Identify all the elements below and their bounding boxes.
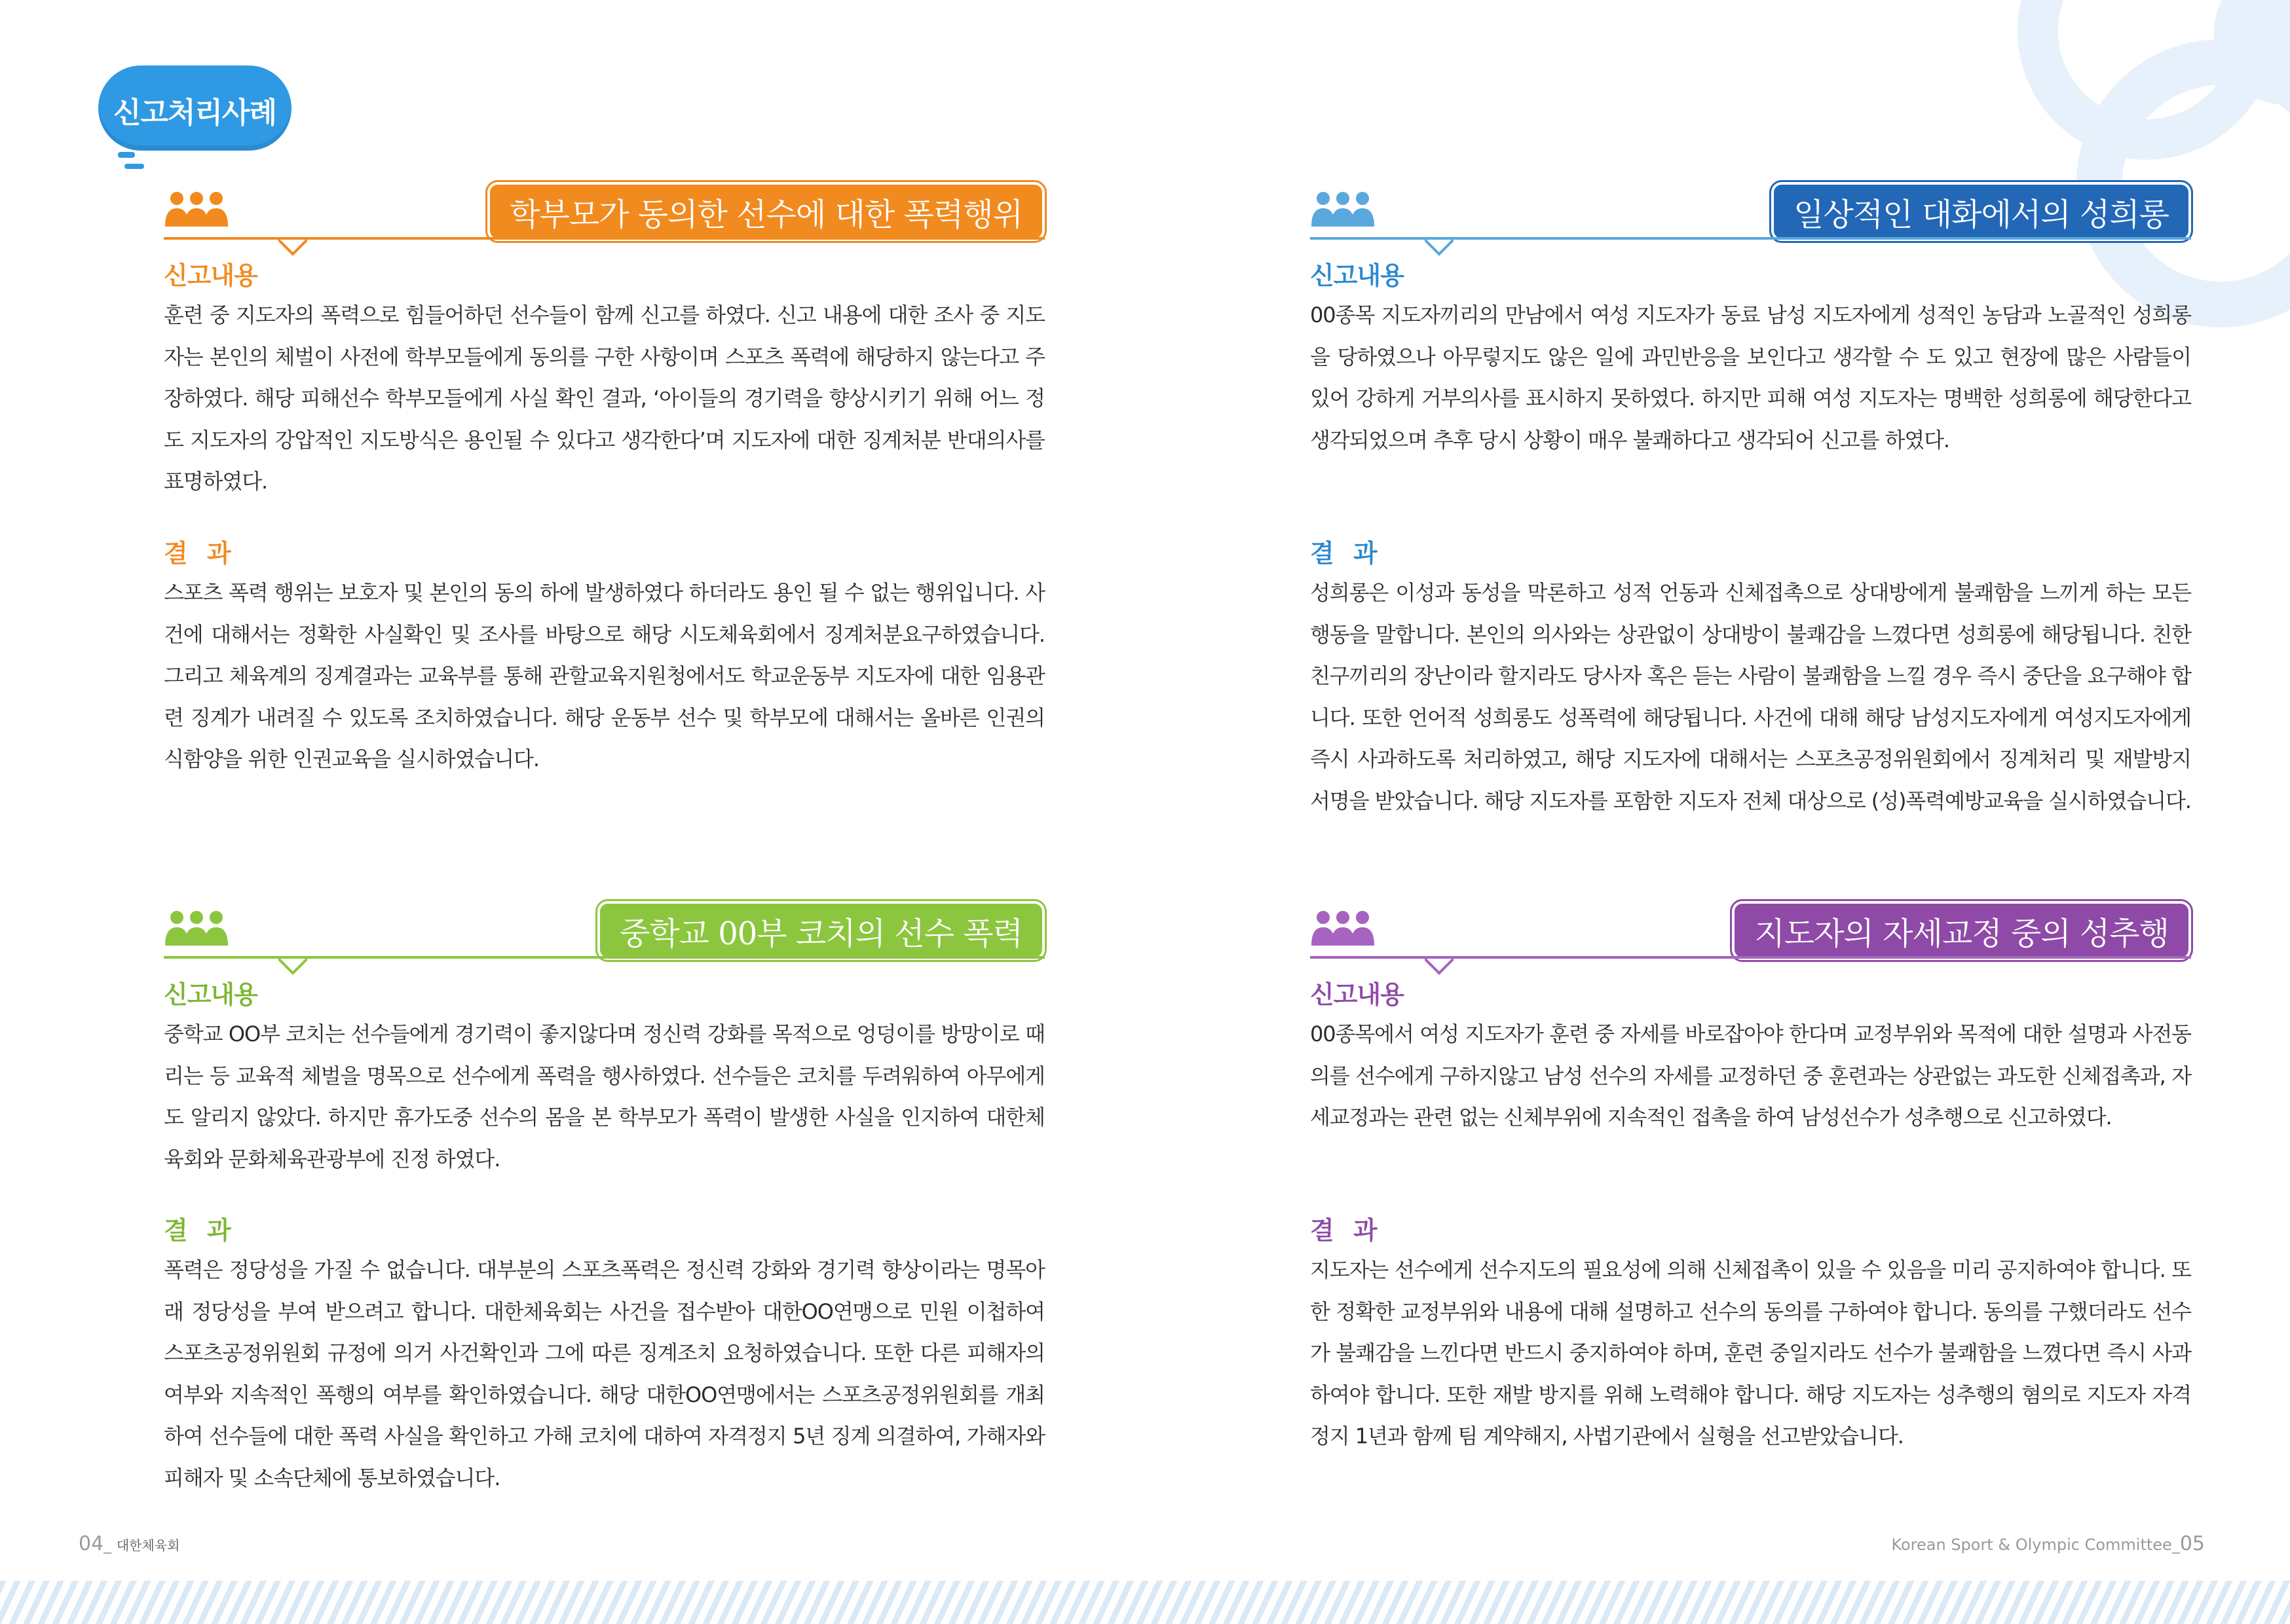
footer-separator: _ bbox=[2171, 1536, 2180, 1554]
category-badge bbox=[98, 65, 291, 151]
case-title: 중학교 00부 코치의 선수 폭력 bbox=[597, 901, 1045, 960]
case-header bbox=[164, 182, 1045, 280]
case-title: 학부모가 동의한 선수에 대한 폭력행위 bbox=[487, 182, 1045, 241]
report-text: 훈련 중 지도자의 폭력으로 힘들어하던 선수들이 함께 신고를 하였다. 신고 내용에 대한 조사 중 지도자는 본인의 체벌이 사전에 학부모들에게 동의를 구한 사항이며 스포츠 폭력에 해당하지 않는다고 주장하였다. 해당 피해선수 학부모들에게 사실 확인 결과, ‘아이들의 경기력을 향상시키기 위해 어느 정도 지도자의 강압적인 지도방식은 용인될 수 있다고 생각한다’며 지도자에 대한 징계처분 반대의사를 표명하였다. bbox=[164, 303, 1045, 494]
page-number-right: 05 bbox=[2179, 1532, 2205, 1555]
bottom-stripe-band bbox=[0, 1581, 2290, 1624]
case-section bbox=[1310, 901, 2191, 1449]
case-section bbox=[164, 901, 1045, 1490]
people-icon bbox=[164, 909, 229, 948]
footer-left bbox=[79, 1532, 179, 1555]
publisher-name-english: Korean Sport & Olympic Committee bbox=[1891, 1536, 2172, 1554]
result-text: 스포츠 폭력 행위는 보호자 및 본인의 동의 하에 발생하였다 하더라도 용인 될 수 없는 행위입니다. 사건에 대해서는 정확한 사실확인 및 조사를 바탕으로 해당 시도체육회에서 징계처분요구하였습니다. 그리고 체육계의 징계결과는 교육부를 통해 관할교육지원청에서도 학교운동부 지도자에 대한 임용관련 징계가 내려질 수 있도록 조치하였습니다. 해당 운동부 선수 및 학부모에 대해서는 올바른 인권의식함양을 위한 인권교육을 실시하였습니다. bbox=[164, 580, 1045, 771]
case-title: 지도자의 자세교정 중의 성추행 bbox=[1732, 901, 2191, 960]
report-label: 신고내용 bbox=[1310, 261, 1404, 290]
people-icon bbox=[1310, 190, 1376, 229]
case-header bbox=[1310, 901, 2191, 999]
case-header bbox=[164, 901, 1045, 999]
people-icon bbox=[164, 190, 229, 229]
result-label: 결 과 bbox=[164, 539, 231, 568]
report-label: 신고내용 bbox=[164, 261, 257, 290]
report-text: 00종목 지도자끼리의 만남에서 여성 지도자가 동료 남성 지도자에게 성적인 농담과 노골적인 성희롱을 당하였으나 아무렇지도 않은 일에 과민반응을 보인다고 생각할 수 도 있고 현장에 많은 사람들이 있어 강하게 거부의사를 표시하지 못하였다. 하지만 피해 여성 지도자는 명백한 성희롱에 해당한다고 생각되었으며 추후 당시 상황이 매우 불쾌하다고 생각되어 신고를 하였다. bbox=[1310, 303, 2191, 452]
case-section bbox=[1310, 182, 2191, 813]
result-text: 성희롱은 이성과 동성을 막론하고 성적 언동과 신체접촉으로 상대방에게 불쾌함을 느끼게 하는 모든 행동을 말합니다. 본인의 의사와는 상관없이 상대방이 불쾌감을 느꼈다면 성희롱에 해당됩니다. 친한 친구끼리의 장난이라 할지라도 당사자 혹은 듣는 사람이 불쾌함을 느낄 경우 즉시 중단을 요구해야 합니다. 또한 언어적 성희롱도 성폭력에 해당됩니다. 사건에 대해 해당 남성지도자에게 여성지도자에게 즉시 사과하도록 처리하였고, 해당 지도자에 대해서는 스포츠공정위원회에서 징계처리 및 재발방지 서명을 받았습니다. 해당 지도자를 포함한 지도자 전체 대상으로 (성)폭력예방교육을 실시하였습니다. bbox=[1310, 580, 2191, 813]
category-badge-label: 신고처리사례 bbox=[113, 96, 277, 130]
report-text: 중학교 OO부 코치는 선수들에게 경기력이 좋지않다며 정신력 강화를 목적으로 엉덩이를 방망이로 때리는 등 교육적 체벌을 명목으로 선수에게 폭력을 행사하였다. 선수들은 코치를 두려워하여 아무에게도 알리지 않았다. 하지만 휴가도중 선수의 몸을 본 학부모가 폭력이 발생한 사실을 인지하여 대한체육회와 문화체육관광부에 진정 하였다. bbox=[164, 1022, 1045, 1172]
publisher-name: 대한체육회 bbox=[116, 1538, 180, 1553]
badge-tail-dot bbox=[124, 164, 144, 169]
case-section bbox=[164, 182, 1045, 771]
page-number-left: 04 bbox=[79, 1532, 104, 1555]
result-label: 결 과 bbox=[1310, 1216, 1377, 1245]
result-label: 결 과 bbox=[164, 1216, 231, 1245]
people-icon bbox=[1310, 909, 1376, 948]
result-label: 결 과 bbox=[1310, 539, 1377, 568]
case-header bbox=[1310, 182, 2191, 280]
report-label: 신고내용 bbox=[1310, 980, 1404, 1009]
divider-notch bbox=[1425, 957, 1454, 976]
divider-notch bbox=[278, 957, 307, 976]
divider-notch bbox=[1425, 238, 1454, 257]
report-label: 신고내용 bbox=[164, 980, 257, 1009]
case-title: 일상적인 대화에서의 성희롱 bbox=[1771, 182, 2191, 241]
result-text: 폭력은 정당성을 가질 수 없습니다. 대부분의 스포츠폭력은 정신력 강화와 경기력 향상이라는 명목아래 정당성을 부여 받으려고 합니다. 대한체육회는 사건을 접수받아 대한OO연맹으로 민원 이첩하여 스포츠공정위원회 규정에 의거 사건확인과 그에 따른 징계조치 요청하였습니다. 또한 다른 피해자의 여부와 지속적인 폭행의 여부를 확인하였습니다. 해당 대한OO연맹에서는 스포츠공정위원회를 개최하여 선수들에 대한 폭력 사실을 확인하고 가해 코치에 대하여 자격정지 5년 징계 의결하여, 가해자와 피해자 및 소속단체에 통보하였습니다. bbox=[164, 1257, 1045, 1490]
badge-tail-dot bbox=[118, 152, 135, 158]
divider-notch bbox=[278, 238, 307, 257]
footer-right bbox=[1891, 1532, 2205, 1555]
report-text: 00종목에서 여성 지도자가 훈련 중 자세를 바로잡아야 한다며 교정부위와 목적에 대한 설명과 사전동의를 선수에게 구하지않고 남성 선수의 자세를 교정하던 중 훈련과는 상관없는 과도한 신체접촉과, 자세교정과는 관련 없는 신체부위에 지속적인 접촉을 하여 남성선수가 성추행으로 신고하였다. bbox=[1310, 1022, 2191, 1130]
footer-separator: _ bbox=[103, 1536, 112, 1554]
result-text: 지도자는 선수에게 선수지도의 필요성에 의해 신체접촉이 있을 수 있음을 미리 공지하여야 합니다. 또한 정확한 교정부위와 내용에 대해 설명하고 선수의 동의를 구하여야 합니다. 동의를 구했더라도 선수가 불쾌감을 느낀다면 반드시 중지하여야 하며, 훈련 중일지라도 선수가 불쾌함을 느꼈다면 즉시 사과하여야 합니다. 또한 재발 방지를 위해 노력해야 합니다. 해당 지도자는 성추행의 혐의로 지도자 자격정지 1년과 함께 팀 계약해지, 사법기관에서 실형을 선고받았습니다. bbox=[1310, 1257, 2191, 1449]
